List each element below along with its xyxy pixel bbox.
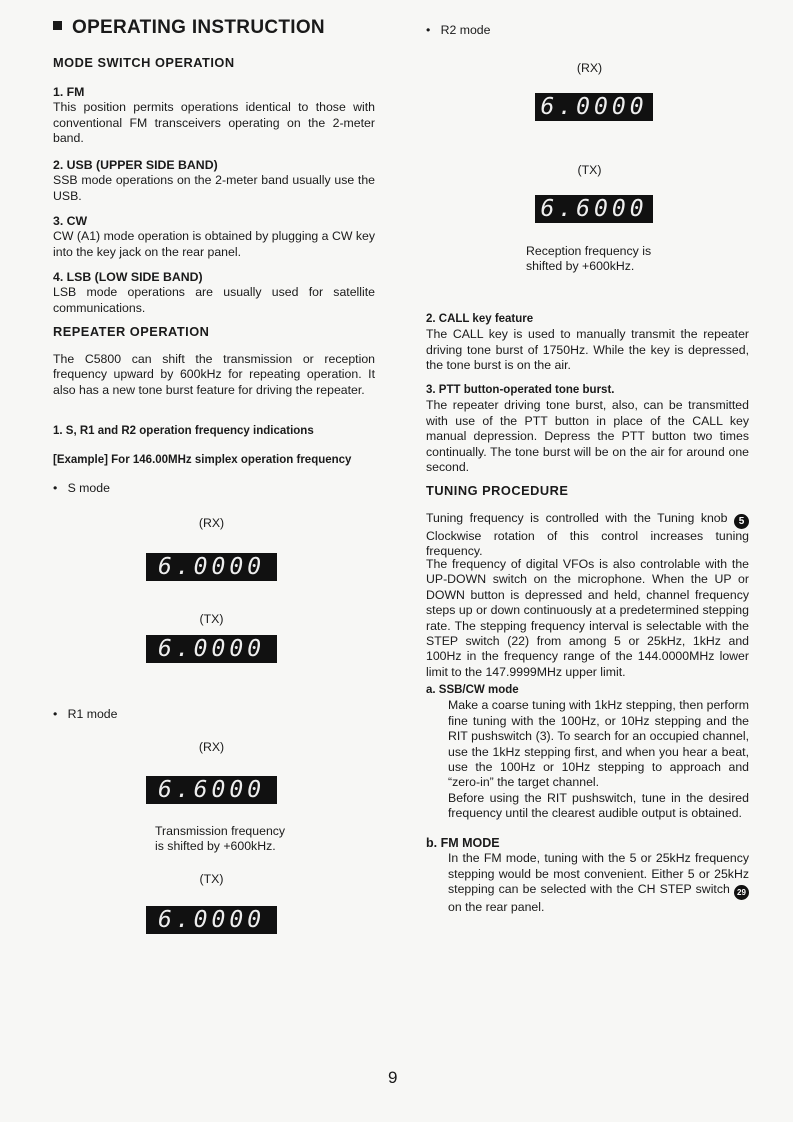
mode-usb: [53, 158, 375, 204]
call-heading: 2. CALL key feature: [426, 313, 534, 325]
a-text1: Make a coarse tuning with 1kHz stepping, then perform fine tuning with the 100Hz, or 10Hz stepping and the RIT pushswitch (3). To search for an occupied channel, use the 1kHz stepping first, and when you hear a beat, use the 100Hz or 10Hz stepping to approach and “zero-in” the target channel.: [448, 698, 749, 790]
r2-rx-display: 6.0000: [535, 93, 653, 121]
r2-mode-label: • R2 mode: [426, 23, 491, 37]
item-text: CW (A1) mode operation is obtained by plugging a CW key into the key jack on the rear panel.: [53, 229, 375, 259]
example-line: [Example] For 146.00MHz simplex operation frequency: [53, 454, 352, 466]
rx-label: (RX): [198, 516, 225, 530]
a-heading: a. SSB/CW mode: [426, 684, 519, 696]
item-heading: 3. CW: [53, 214, 88, 228]
s-mode-label: • S mode: [53, 481, 110, 495]
tuning-p1a: Tuning frequency is controlled with the Tuning knob: [426, 511, 728, 525]
ptt-heading: 3. PTT button-operated tone burst.: [426, 384, 615, 396]
page-number: 9: [388, 1068, 398, 1087]
s-tx-display: 6.0000: [146, 635, 277, 663]
item-text: This position permits operations identical to those with conventional FM transceivers operating on the 2-meter band.: [53, 100, 375, 146]
tuning-p1b: Clockwise rotation of this control increases tuning frequency.: [426, 529, 749, 559]
mode-lsb: [53, 270, 375, 316]
switch-number-icon: 29: [734, 885, 749, 900]
r2-tx-display: 6.6000: [535, 195, 653, 223]
repeater-text: The C5800 can shift the transmission or reception frequency upward by 600kHz for repeating operation. It also has a new tone burst feature for driving the repeater.: [53, 352, 375, 397]
rx-label: (RX): [198, 740, 225, 754]
title-text: OPERATING INSTRUCTION: [72, 17, 325, 38]
item-heading: 1. FM: [53, 85, 85, 99]
ptt-section: [426, 383, 749, 475]
tuning-p1: [426, 511, 749, 560]
b-heading: b. FM MODE: [426, 836, 500, 850]
repeater-heading: REPEATER OPERATION: [53, 324, 210, 339]
tx-label: (TX): [199, 872, 224, 886]
tx-label: (TX): [199, 612, 224, 626]
r2-rx-label: [524, 61, 655, 76]
r1-mode-label: • R1 mode: [53, 707, 118, 721]
item-text: LSB mode operations are usually used for satellite communications.: [53, 285, 375, 315]
page-title: [53, 17, 375, 38]
r1-rx-display: 6.6000: [146, 776, 277, 804]
a-text2: Before using the RIT pushswitch, tune in the desired frequency until the clearest audible output is obtained.: [448, 790, 749, 821]
r2-note: Reception frequency is shifted by +600kHz.: [526, 244, 652, 274]
tuning-heading: TUNING PROCEDURE: [426, 483, 569, 498]
mode-label: R1 mode: [67, 707, 118, 721]
s-tx-label: [146, 612, 277, 627]
s-rx-label: [146, 516, 277, 531]
b-text-end: on the rear panel.: [448, 900, 545, 915]
tx-label: (TX): [577, 163, 602, 177]
ssb-cw-section: [426, 683, 749, 822]
knob-number-icon: 5: [734, 514, 749, 529]
b-text: [426, 851, 749, 915]
fm-mode-section: [426, 836, 749, 916]
tuning-p2: The frequency of digital VFOs is also controlable with the UP-DOWN switch on the microphone. When the UP or DOWN button is depressed and held, channel frequency steps up or down continuously at a predetermined stepping rate. The stepping frequency interval is selectable with the STEP switch (22) from among 5 or 25kHz, 1kHz and 100Hz in the frequency range of the 144.0000MHz lower limit to the 147.9999MHz upper limit.: [426, 557, 749, 679]
b-text-main: In the FM mode, tuning with the 5 or 25kHz frequency stepping would be most convenient. Either 5 or 25kHz stepping can be selected with the CH STEP switch: [448, 851, 749, 897]
call-text: The CALL key is used to manually transmit the repeater driving tone burst of 1750Hz. While the key is depressed, the tone burst is on the air.: [426, 327, 749, 373]
item-text: SSB mode operations on the 2-meter band usually use the USB.: [53, 173, 375, 203]
r1-note: Transmission frequency is shifted by +600kHz.: [155, 824, 286, 854]
r1-rx-label: [146, 740, 277, 755]
mode-cw: [53, 214, 375, 260]
r1-tx-display: 6.0000: [146, 906, 277, 934]
item-heading: 4. LSB (LOW SIDE BAND): [53, 270, 203, 284]
mode-switch-heading: MODE SWITCH OPERATION: [53, 55, 235, 70]
r2-tx-label: [524, 163, 655, 178]
rx-label: (RX): [576, 61, 603, 75]
mode-fm: [53, 85, 375, 147]
ptt-text: The repeater driving tone burst, also, can be transmitted with use of the PTT button in place of the CALL key manual depression. Depress the PTT button two times continually. The tone burst will be on the air for around one second.: [426, 398, 749, 475]
r1-tx-label: [146, 872, 277, 887]
repeater-sub1: 1. S, R1 and R2 operation frequency indications: [53, 425, 314, 437]
square-bullet-icon: [53, 21, 62, 30]
s-rx-display: 6.0000: [146, 553, 277, 581]
mode-label: R2 mode: [440, 23, 491, 37]
item-heading: 2. USB (UPPER SIDE BAND): [53, 158, 218, 172]
mode-label: S mode: [67, 481, 110, 495]
call-key-section: [426, 312, 749, 374]
